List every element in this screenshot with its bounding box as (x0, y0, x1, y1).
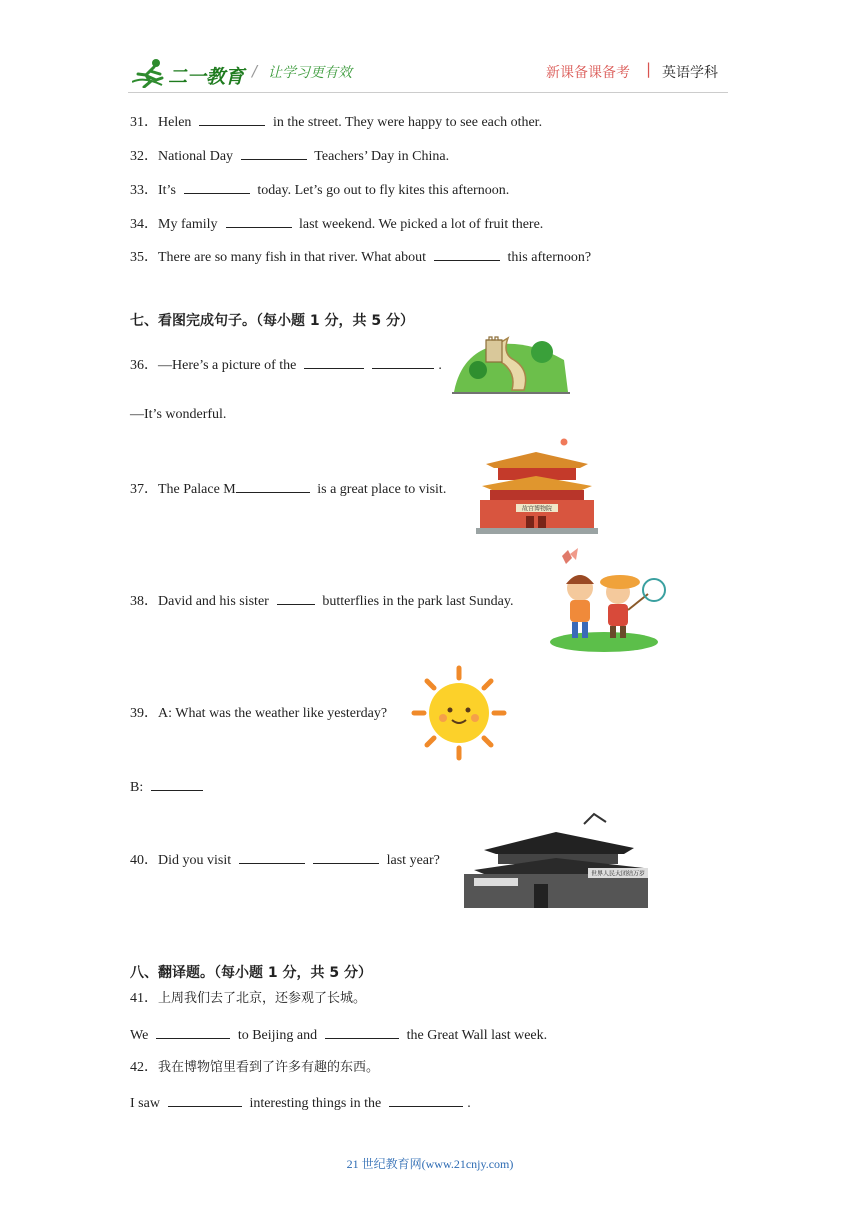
answer-blank[interactable] (156, 1026, 230, 1039)
question-31: 31．Helen in the street. They were happy to see each other. (130, 115, 543, 130)
section-8-title: 八、翻译题。（每小题 1 分，共 5 分） (130, 965, 372, 981)
question-41-english: We to Beijing and the Great Wall last week. (130, 1028, 548, 1043)
answer-blank[interactable] (239, 851, 305, 864)
header-course-label: 新课备课备考 (546, 65, 630, 81)
question-38: 38．David and his sister butterflies in the park last Sunday. (130, 594, 514, 609)
header (128, 56, 728, 90)
answer-blank[interactable] (325, 1026, 399, 1039)
answer-blank[interactable] (184, 181, 250, 194)
question-32: 32．National Day Teachers’ Day in China. (130, 149, 450, 164)
answer-blank[interactable] (389, 1094, 463, 1107)
question-34: 34．My family last weekend. We picked a lot of fruit there. (130, 217, 544, 232)
answer-blank[interactable] (168, 1094, 242, 1107)
answer-blank[interactable] (226, 215, 292, 228)
question-37: 37．The Palace M is a great place to visit. (130, 482, 447, 497)
header-subject-label: 英语学科 (662, 65, 718, 81)
question-42-english: I saw interesting things in the . (130, 1096, 471, 1111)
question-39: 39．A: What was the weather like yesterday? (130, 706, 388, 721)
answer-blank[interactable] (199, 113, 265, 126)
question-41-chinese: 41．上周我们去了北京，还参观了长城。 (130, 991, 367, 1006)
footer-text: 21 世纪教育网(www.21cnjy.com) (346, 1157, 514, 1171)
slogan: 让学习更有效 (268, 65, 352, 81)
tiananmen-sign-text: 世界人民大团结万岁 (590, 870, 646, 878)
great-wall-image (452, 330, 570, 394)
logo-text: 二一教育 (168, 66, 245, 88)
answer-blank[interactable] (372, 356, 434, 369)
question-40: 40．Did you visit last year? (130, 853, 440, 868)
answer-blank[interactable] (277, 592, 315, 605)
logo-slash: / (252, 62, 258, 80)
question-36-reply: —It’s wonderful. (130, 407, 227, 422)
section-7-title: 七、看图完成句子。（每小题 1 分，共 5 分） (130, 313, 414, 329)
answer-blank[interactable] (434, 248, 500, 261)
palace-sign-text: 故宫博物院 (521, 505, 553, 513)
answer-blank[interactable] (241, 147, 307, 160)
tiananmen-image (464, 810, 648, 908)
question-33: 33．It’s today. Let’s go out to fly kites this afternoon. (130, 183, 510, 198)
answer-blank[interactable] (304, 356, 364, 369)
question-39-answer: B: (130, 778, 207, 797)
header-separator: | (646, 60, 652, 78)
answer-blank[interactable] (236, 480, 310, 493)
children-butterfly-image (548, 544, 670, 654)
sun-image (410, 664, 508, 762)
logo-runner-icon (132, 58, 168, 88)
palace-museum-image (476, 436, 598, 536)
question-35: 35．There are so many fish in that river. What about this afternoon? (130, 250, 592, 265)
header-divider (128, 92, 728, 93)
question-36: 36．—Here’s a picture of the . (130, 358, 442, 373)
answer-blank[interactable] (151, 778, 203, 791)
answer-blank[interactable] (313, 851, 379, 864)
question-42-chinese: 42．我在博物馆里看到了许多有趣的东西。 (130, 1060, 380, 1075)
